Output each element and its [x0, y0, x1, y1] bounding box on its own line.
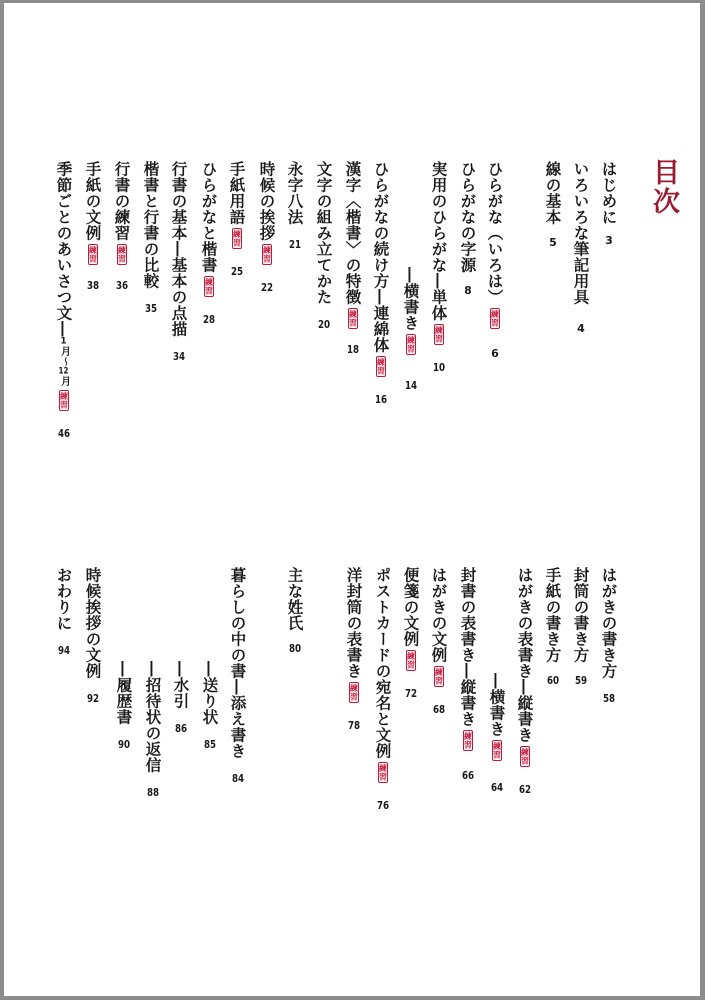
toc-entry[interactable] — [402, 567, 418, 699]
toc-entry[interactable] — [600, 567, 616, 704]
toc-entry[interactable] — [544, 161, 560, 248]
practice-badge: 練習 — [348, 310, 358, 327]
practice-badge: 練習 — [463, 732, 473, 749]
entry-title: 時候挨拶の文例 — [83, 567, 102, 679]
practice-badge: 練習 — [492, 742, 502, 759]
entry-title: 永字八法 — [285, 161, 304, 225]
page-number: 18 — [346, 344, 360, 355]
page-number: 62 — [518, 784, 532, 795]
entry-title: ―横書き — [487, 673, 506, 737]
toc-entry[interactable] — [488, 673, 504, 793]
practice-badge: 練習 — [406, 652, 416, 669]
practice-badge: 練習 — [376, 358, 386, 375]
toc-entry[interactable] — [459, 567, 475, 781]
page-number: 35 — [144, 303, 158, 314]
entry-title: ―送り状 — [200, 661, 219, 725]
entry-title: 行書の基本―基本の点描 — [169, 161, 188, 337]
toc-entry[interactable] — [516, 567, 532, 795]
practice-badge: 練習 — [520, 748, 530, 765]
entry-title: ひらがなの字源 — [458, 161, 477, 273]
entry-title: 手紙の文例 — [83, 161, 102, 241]
toc-entry[interactable] — [55, 567, 71, 656]
practice-badge: 練習 — [434, 326, 444, 343]
page-number: 78 — [347, 720, 361, 731]
toc-entry[interactable] — [459, 161, 475, 296]
entry-title: 封書の表書き―縦書き — [458, 567, 477, 727]
page-number: 90 — [117, 739, 131, 750]
month-end: 月 — [58, 376, 70, 387]
toc-entry[interactable] — [144, 661, 160, 798]
toc-entry[interactable] — [229, 567, 245, 784]
practice-badge: 練習 — [117, 246, 127, 263]
toc-entry[interactable] — [486, 161, 502, 359]
toc-entry[interactable] — [544, 567, 560, 686]
entry-title: ―水引 — [171, 661, 190, 709]
page-number: 58 — [602, 693, 616, 704]
practice-badge: 練習 — [378, 764, 388, 781]
entry-title: 時候の挨拶 — [257, 161, 276, 241]
toc-entry[interactable] — [372, 161, 388, 405]
page-number: 22 — [260, 282, 274, 293]
toc-entry[interactable] — [344, 161, 360, 355]
practice-badge: 練習 — [349, 684, 359, 701]
page-number: 10 — [432, 362, 446, 373]
entry-title: はがきの書き方 — [599, 567, 618, 679]
toc-entry[interactable] — [172, 661, 188, 734]
page-number: 86 — [174, 723, 188, 734]
entry-title: 封筒の書き方 — [571, 567, 590, 663]
toc-entry[interactable] — [113, 161, 129, 291]
toc-entry[interactable] — [430, 161, 446, 373]
page-number: 3 — [605, 235, 613, 246]
page-number: 46 — [57, 427, 71, 439]
entry-title: ひらがな（いろは） — [485, 161, 504, 305]
entry-title: 楷書と行書の比較 — [141, 161, 160, 289]
entry-title: はがきの文例 — [429, 567, 448, 663]
page-title: 目次 — [648, 158, 679, 216]
toc-entry[interactable] — [228, 161, 244, 277]
page-number: 68 — [432, 704, 446, 715]
page-number: 4 — [577, 323, 585, 334]
toc-entry[interactable] — [286, 567, 302, 654]
toc-entry[interactable] — [84, 567, 100, 704]
entry-title: 季節ごとのあいさつ文― — [54, 161, 73, 337]
toc-entry[interactable] — [201, 661, 217, 750]
page-number: 38 — [86, 280, 100, 291]
toc-entry[interactable] — [115, 661, 131, 750]
practice-badge: 練習 — [262, 246, 272, 263]
entry-title: おわりに — [54, 567, 73, 631]
toc-entry[interactable] — [170, 161, 186, 362]
page-number: 92 — [86, 693, 100, 704]
toc-entry[interactable] — [315, 161, 331, 330]
page-number: 94 — [57, 645, 71, 656]
month-separator: 月～ — [58, 346, 70, 367]
page-number: 14 — [404, 380, 418, 391]
entry-title: ―履歴書 — [114, 661, 133, 725]
entry-title: 暮らしの中の書―添え書き — [228, 567, 247, 759]
toc-entry[interactable] — [286, 161, 302, 250]
page-number: 60 — [546, 675, 560, 686]
page-number: 25 — [230, 266, 244, 277]
entry-title: 文字の組み立てかた — [314, 161, 333, 305]
toc-entry[interactable] — [374, 567, 390, 811]
page-number: 85 — [203, 739, 217, 750]
toc-entry[interactable] — [572, 567, 588, 686]
toc-entry[interactable] — [258, 161, 274, 293]
practice-badge: 練習 — [232, 230, 242, 247]
entry-title: はじめに — [599, 161, 618, 225]
page-number: 66 — [461, 770, 475, 781]
page-number: 8 — [464, 285, 472, 296]
practice-badge: 練習 — [406, 336, 416, 353]
entry-title: ひらがなの続け方―連綿体 — [371, 161, 390, 353]
entry-title: はがきの表書き―縦書き — [515, 567, 534, 743]
entry-title: 実用のひらがな―単体 — [429, 161, 448, 321]
entry-title: ポストカードの宛名と文例 — [373, 567, 392, 759]
entry-title: 便箋の文例 — [401, 567, 420, 647]
entry-title: 洋封筒の表書き — [344, 567, 363, 679]
page-number: 5 — [549, 237, 557, 248]
practice-badge: 練習 — [88, 246, 98, 263]
page-number: 59 — [574, 675, 588, 686]
page-number: 72 — [404, 688, 418, 699]
page-number: 28 — [202, 314, 216, 325]
page-number: 16 — [374, 394, 388, 405]
entry-title: 手紙の書き方 — [543, 567, 562, 663]
page-number: 76 — [376, 800, 390, 811]
entry-title: 手紙用語 — [227, 161, 246, 225]
entry-title: ひらがなと楷書 — [199, 161, 218, 273]
toc-entry[interactable] — [572, 161, 588, 334]
page-number: 84 — [231, 773, 245, 784]
practice-badge: 練習 — [434, 668, 444, 685]
toc-entry[interactable] — [55, 161, 71, 439]
entry-title: 線の基本 — [543, 161, 562, 225]
toc-entry[interactable] — [200, 161, 216, 325]
month-from: 1 — [60, 337, 67, 346]
practice-badge: 練習 — [59, 391, 69, 409]
page-number: 64 — [490, 782, 504, 793]
entry-title: いろいろな筆記用具 — [571, 161, 590, 305]
practice-badge: 練習 — [204, 278, 214, 295]
toc-entry[interactable] — [84, 161, 100, 291]
practice-badge: 練習 — [490, 310, 500, 327]
toc-entry[interactable] — [430, 567, 446, 715]
page-number: 34 — [172, 351, 186, 362]
toc-entry[interactable] — [142, 161, 158, 314]
page-number: 20 — [317, 319, 331, 330]
month-to: 12 — [58, 367, 69, 376]
entry-title: ―横書き — [401, 267, 420, 331]
entry-title: 漢字〈楷書〉の特徴 — [343, 161, 362, 305]
entry-title: 行書の練習 — [112, 161, 131, 241]
page-number: 6 — [491, 348, 499, 359]
toc-entry[interactable] — [402, 267, 418, 391]
page-number: 36 — [115, 280, 129, 291]
entry-title: 主な姓氏 — [285, 567, 304, 631]
toc-page — [4, 3, 700, 996]
toc-entry[interactable] — [600, 161, 616, 246]
page-number: 88 — [146, 787, 160, 798]
entry-title: ―招待状の返信 — [143, 661, 162, 773]
page-number: 21 — [288, 239, 302, 250]
toc-entry[interactable] — [345, 567, 361, 731]
page-number: 80 — [288, 643, 302, 654]
